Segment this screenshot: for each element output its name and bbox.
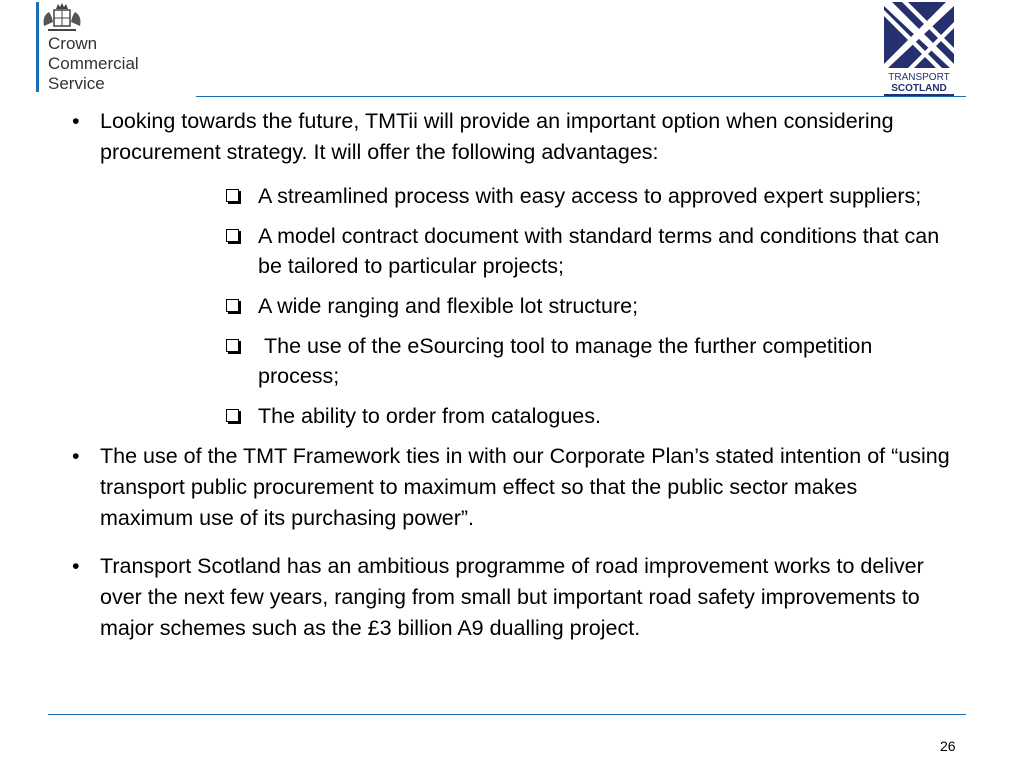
transport-scotland-text — [880, 72, 958, 94]
ccs-logo-line-3: Service — [48, 74, 105, 93]
ccs-logo-bar — [36, 2, 39, 92]
advantage-text: The use of the eSourcing tool to manage the further competition process; — [258, 334, 879, 388]
advantage-item — [220, 181, 952, 211]
crown-commercial-service-logo — [36, 0, 196, 96]
advantage-text: A model contract document with standard terms and conditions that can be tailored to particular projects; — [258, 224, 940, 278]
saltire-roads-icon — [884, 2, 954, 68]
advantage-item — [220, 401, 952, 431]
advantages-list — [220, 181, 952, 431]
ccs-logo-text — [48, 34, 139, 94]
advantage-item — [220, 221, 952, 281]
checkbox-bullet-icon — [226, 339, 239, 352]
bullet-item — [72, 441, 952, 534]
checkbox-bullet-icon — [226, 409, 239, 422]
bullet-item — [72, 551, 952, 644]
bullet-text: The use of the TMT Framework ties in with our Corporate Plan’s stated intention of “using transport public procurement to maximum effect so that the public sector makes maximum use of its purchasing power”. — [100, 444, 950, 530]
checkbox-bullet-icon — [226, 189, 239, 202]
advantage-text: A streamlined process with easy access to approved expert suppliers; — [258, 184, 922, 208]
ts-logo-line-2: SCOTLAND — [891, 83, 947, 94]
bullet-text: Looking towards the future, TMTii will provide an important option when considering procurement strategy. It will offer the following advantages: — [100, 109, 894, 164]
bullet-dot: • — [72, 109, 80, 133]
footer-divider — [48, 714, 966, 715]
checkbox-bullet-icon — [226, 229, 239, 242]
bullet-text: Transport Scotland has an ambitious programme of road improvement works to deliver over the next few years, ranging from small but important road safety improvements to major schemes such as the £3 billion A9 dualling project. — [100, 554, 924, 640]
advantage-item — [220, 331, 952, 391]
page-number: 26 — [940, 738, 956, 754]
ccs-logo-line-2: Commercial — [48, 54, 139, 73]
header-divider — [196, 96, 966, 97]
checkbox-bullet-icon — [226, 299, 239, 312]
advantage-item — [220, 291, 952, 321]
bullet-item — [72, 106, 952, 168]
ts-logo-underline — [884, 94, 954, 96]
bullet-dot: • — [72, 554, 80, 578]
bullet-dot: • — [72, 444, 80, 468]
slide-content — [72, 106, 952, 644]
ts-logo-line-1: TRANSPORT — [888, 72, 950, 83]
advantage-text: A wide ranging and flexible lot structure; — [258, 294, 639, 318]
transport-scotland-logo — [880, 0, 958, 98]
advantage-text: The ability to order from catalogues. — [258, 404, 601, 428]
ccs-logo-line-1: Crown — [48, 34, 98, 53]
royal-crest-icon — [40, 2, 84, 32]
